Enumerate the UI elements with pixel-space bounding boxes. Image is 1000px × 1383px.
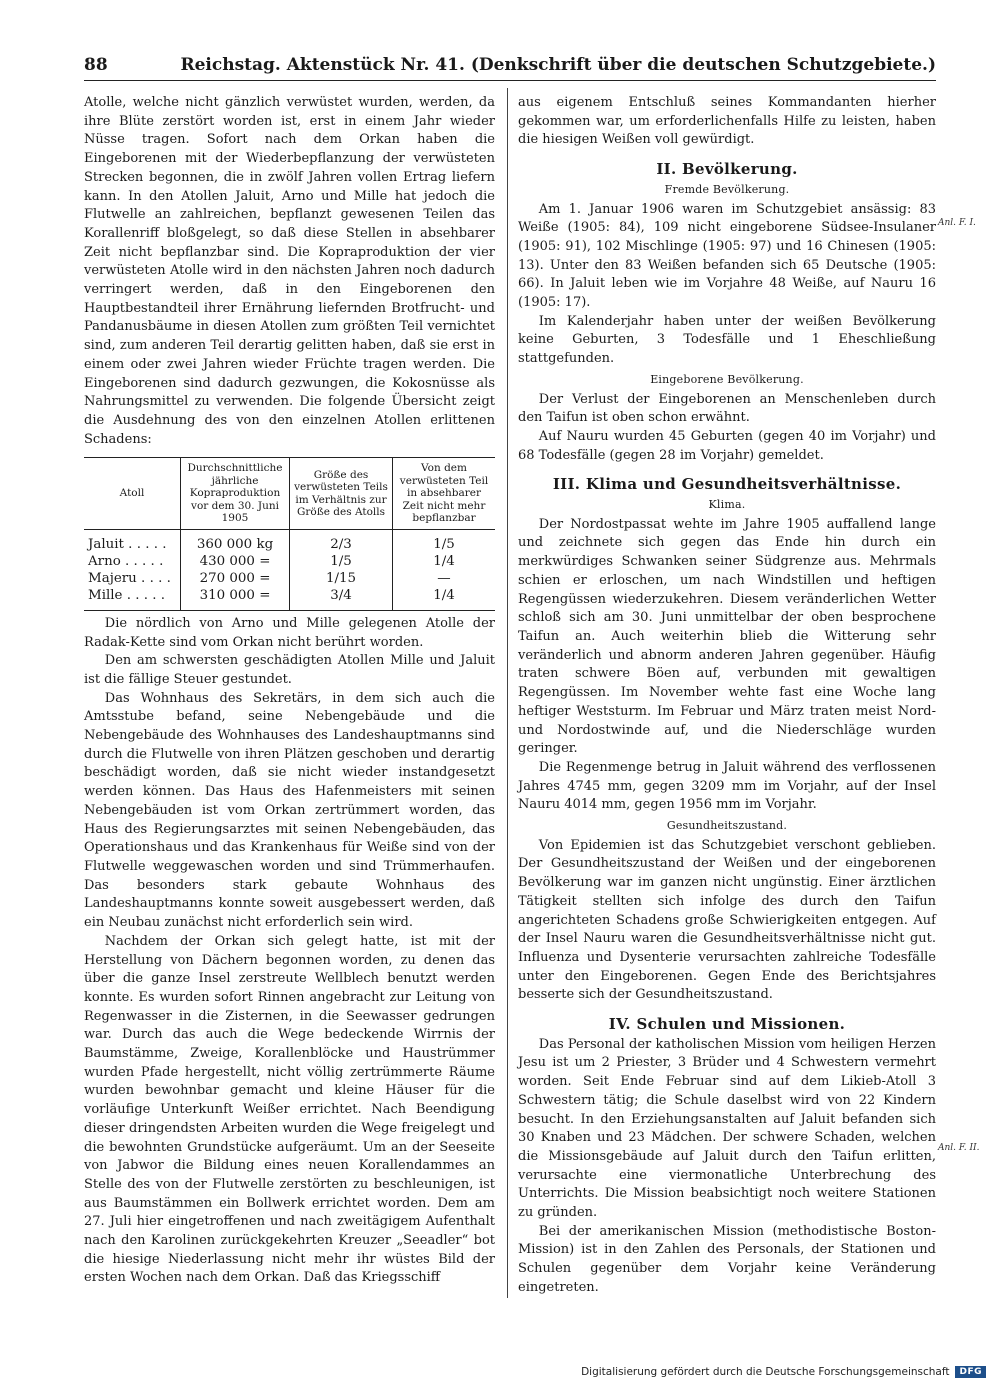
subsection-heading: Fremde Bevölkerung. — [664, 182, 790, 196]
table-row — [84, 570, 495, 587]
cell-unplantable: 1/5 — [393, 529, 496, 553]
paragraph: Von Epidemien ist das Schutzgebiet verschont geblieben. Der Gesundheitszustand der Weißen und der eingeborenen Bevölkerung war im ganzen nicht ungünstig. Einer ärztlichen Tätigkeit stellten sich infolge des durch den Taifun angerichteten Schadens große Schwierigkeiten entgegen. Auf der Insel Nauru waren die Gesundheitsverhältnisse nicht gut. Influenza und Dysenterie verursachten zahlreiche Todesfälle unter den Eingeborenen. Gegen Ende des Berichtsjahres besserte sich der Gesundheitszustand. — [518, 837, 936, 1003]
cell-damaged: 3/4 — [290, 587, 393, 611]
credit-text: Digitalisierung gefördert durch die Deutsche Forschungsgemeinschaft — [581, 1366, 950, 1378]
subsection-heading: Klima. — [708, 498, 746, 512]
cell-production: 270 000 = — [181, 570, 290, 587]
table-header-row — [84, 458, 495, 530]
cell-production: 430 000 = — [181, 553, 290, 570]
atoll-damage-table — [84, 457, 495, 611]
paragraph: Das Wohnhaus des Sekretärs, in dem sich auch die Amtsstube befand, seine Nebengebäude und die Nebengebäude des Wohnhauses des Landeshauptmanns sind durch die Flutwelle von ihren Plätzen geschoben und derartig beschädigt worden, daß sie nicht wieder instandgesetzt werden können. Das Haus des Hafenmeisters mit seinen Nebengebäuden ist vom Orkan zertrümmert worden, das Haus des Regierungsarztes mit seinen Nebengebäuden, das Operationshaus und das Krankenhaus für Weiße sind von der Flutwelle weggewaschen worden und sind Trümmerhaufen. Das besonders stark gebaute Wohnhaus des Landeshauptmanns konnte soweit ausgebessert werden, daß ein Neubau zunächst nicht erforderlich sein wird. — [84, 690, 495, 931]
paragraph: aus eigenem Entschluß seines Kommandanten hierher gekommen war, um erforderlichenfalls Hilfe zu leisten, haben die hiesigen Weißen voll gewürdigt. — [518, 95, 936, 148]
cell-damaged: 2/3 — [290, 529, 393, 553]
paragraph: Den am schwersten geschädigten Atollen Mille und Jaluit ist die fällige Steuer gestundet. — [84, 653, 495, 687]
dfg-logo-icon: DFG — [955, 1366, 986, 1378]
subsection-heading: Eingeborene Bevölkerung. — [650, 372, 804, 386]
column-header: Atoll — [84, 458, 181, 530]
cell-atoll: Mille . . . . . — [84, 587, 181, 611]
section-heading: III. Klima und Gesundheitsverhältnisse. — [552, 475, 902, 494]
paragraph: Am 1. Januar 1906 waren im Schutzgebiet ansässig: 83 Weiße (1905: 84), 109 nicht eingeborene Südsee-Insulaner (1905: 91), 102 Mischlinge (1905: 97) und 16 Chinesen (1905: 13). Unter den 83 Weißen befanden sich 65 Deutsche (1905: 66). In Jaluit leben wie im Vorjahre 48 Weiße, auf Nauru 16 (1905: 17). — [518, 201, 936, 311]
table-row — [84, 553, 495, 570]
cell-atoll: Majeru . . . . — [88, 570, 171, 586]
column-divider — [507, 88, 508, 1298]
column-header: Größe des verwüsteten Teils im Verhältnis zur Größe des Atolls — [290, 458, 393, 530]
subsection-heading: Gesundheitszustand. — [666, 819, 788, 833]
cell-atoll: Arno . . . . . — [88, 553, 164, 569]
paragraph: Auf Nauru wurden 45 Geburten (gegen 40 im Vorjahr) und 68 Todesfälle (gegen 28 im Vorjahr) gemeldet. — [518, 428, 936, 463]
table-row — [84, 587, 495, 611]
paragraph: Der Nordostpassat wehte im Jahre 1905 auffallend lange und zeichnete sich gegen das Ende hin durch ein merkwürdiges Schwanken seiner Südgrenze aus. Mehrmals schien er erloschen, um nach Windstillen und heftigen Regengüssen wiederzukehren. Diesem veränderlichen Wetter schloß sich am 30. Juni unmittelbar der oben besprochene Taifun an. Auch weiterhin blieb die Witterung sehr veränderlich und abnorm anderen Jahren gegenüber. Häufig traten schwere Böen auf, verbunden mit gewaltigen Regengüssen. Im November wehte fast eine Woche lang heftiger Weststurm. Im Februar und März traten meist Nord- und Nordostwinde auf, und die Niederschläge wurden geringer. — [518, 516, 936, 757]
page-number: 88 — [84, 55, 108, 75]
section-heading: IV. Schulen und Missionen. — [608, 1015, 846, 1034]
paragraph: Die nördlich von Arno und Mille gelegenen Atolle der Radak-Kette sind vom Orkan nicht berührt worden. — [84, 615, 495, 650]
header-rule — [84, 80, 936, 81]
margin-note: Anl. F. I. — [938, 218, 976, 228]
section-heading: II. Bevölkerung. — [656, 160, 798, 179]
table-row — [84, 529, 495, 553]
margin-note: Anl. F. II. — [938, 1143, 980, 1153]
left-column — [84, 94, 495, 1288]
digitization-credit — [581, 1366, 986, 1378]
cell-damaged: 1/5 — [290, 553, 393, 570]
cell-unplantable: 1/4 — [393, 587, 496, 611]
paragraph: Im Kalenderjahr haben unter der weißen Bevölkerung keine Geburten, 3 Todesfälle und 1 Eheschließung stattgefunden. — [518, 313, 936, 367]
running-header — [84, 55, 936, 81]
paragraph: Das Personal der katholischen Mission vom heiligen Herzen Jesu ist um 2 Priester, 3 Brüder und 4 Schwestern vermehrt worden. Seit Ende Februar sind auf dem Likieb-Atoll 3 Schwestern tätig; die Schule daselbst wird von 22 Kindern besucht. In den Erziehungsanstalten auf Jaluit befanden sich 30 Knaben und 23 Mädchen. Der schwere Schaden, welchen die Missionsgebäude auf Jaluit durch den Taifun erlitten, verursachte eine viermonatliche Unterbrechung des Unterrichts. Die Mission beabsichtigt noch weitere Stationen zu gründen. — [518, 1036, 936, 1221]
running-title: Reichstag. Aktenstück Nr. 41. (Denkschrift über die deutschen Schutzgebiete.) — [180, 55, 936, 75]
cell-unplantable: — — [393, 570, 496, 587]
cell-damaged: 1/15 — [290, 570, 393, 587]
right-column — [518, 94, 936, 1298]
paragraph: Nachdem der Orkan sich gelegt hatte, ist mit der Herstellung von Dächern begonnen worden, zu denen das über die ganze Insel zerstreute Wellblech benutzt werden konnte. Es wurden sofort Rinnen angebracht zur Leitung von Regenwasser in die Zisternen, in die Seewasser gedrungen war. Durch das auch die Wege bedeckende Wirrnis der Baumstämme, Zweige, Korallenblöcke und Haustrümmer wurden Pfade hergestellt, nicht völlig zertrümmerte Räume wurden bewohnbar gemacht und kleine Häuser für die vorläufige Unterkunft Weißer errichtet. Nach Beendigung dieser dringendsten Arbeiten wurden die Wege freigelegt und die bewohnten Grundstücke aufgeräumt. Um an der Seeseite von Jabwor die Bildung eines neuen Korallendammes an Stelle des von der Flutwelle zerstörten zu beschleunigen, ist aus Baumstämmen ein Bollwerk errichtet worden. Dem am 27. Juli hier eingetroffenen und nach zweitägigem Aufenthalt nach den Karolinen zurückgekehrten Kreuzer „Seeadler“ bot die hiesige Niederlassung nicht mehr ihr wüstes Bild der ersten Wochen nach dem Orkan. Daß das Kriegsschiff — [84, 933, 495, 1286]
paragraph: Bei der amerikanischen Mission (methodistische Boston-Mission) ist in den Zahlen des Personals, der Stationen und Schulen gegenüber dem Vorjahr keine Veränderung eingetreten. — [518, 1223, 936, 1295]
paragraph: Die Regenmenge betrug in Jaluit während des verflossenen Jahres 4745 mm, gegen 3209 mm im Vorjahr, auf der Insel Nauru 4014 mm, gegen 1956 mm im Vorjahr. — [518, 759, 936, 813]
column-header: Von dem verwüsteten Teil in absehbarer Zeit nicht mehr bepflanzbar — [393, 458, 496, 530]
cell-unplantable: 1/4 — [393, 553, 496, 570]
column-header: Durchschnittliche jährliche Kopraproduktion vor dem 30. Juni 1905 — [181, 458, 290, 530]
paragraph: Atolle, welche nicht gänzlich verwüstet wurden, werden, da ihre Blüte zerstört worden ist, erst in einem Jahr wieder Nüsse tragen. Sofort nach dem Orkan haben die Eingeborenen mit der Wiederbepflanzung der verwüsteten Strecken begonnen, die in zwölf Jahren vollen Ertrag liefern kann. In den Atollen Jaluit, Arno und Mille hat jedoch die Flutwelle an zahlreichen, bepflanzt gewesenen Teilen das Korallenriff bloßgelegt, so daß diese Stellen in absehbarer Zeit nicht bepflanzbar sind. Die Kopraproduktion der vier verwüsteten Atolle wird in den nächsten Jahren noch dadurch verringert werden, daß in den Eingeborenen den Hauptbestandteil ihrer Ernährung liefernden Brotfrucht- und Pandanusbäume in diesen Atollen zum größten Teil vernichtet sind, zum anderen Teil derartig gelitten haben, daß sie erst in einem oder zwei Jahren wieder Früchte tragen werden. Die Eingeborenen sind dadurch gezwungen, die Kokosnüsse als Nahrungsmittel zu verwenden. Die folgende Übersicht zeigt die Ausdehnung des von den einzelnen Atollen erlittenen Schadens: — [84, 95, 495, 447]
cell-production: 310 000 = — [181, 587, 290, 611]
cell-production: 360 000 kg — [181, 529, 290, 553]
cell-atoll: Jaluit . . . . . — [88, 536, 167, 552]
paragraph: Der Verlust der Eingeborenen an Menschenleben durch den Taifun ist oben schon erwähnt. — [518, 391, 936, 426]
